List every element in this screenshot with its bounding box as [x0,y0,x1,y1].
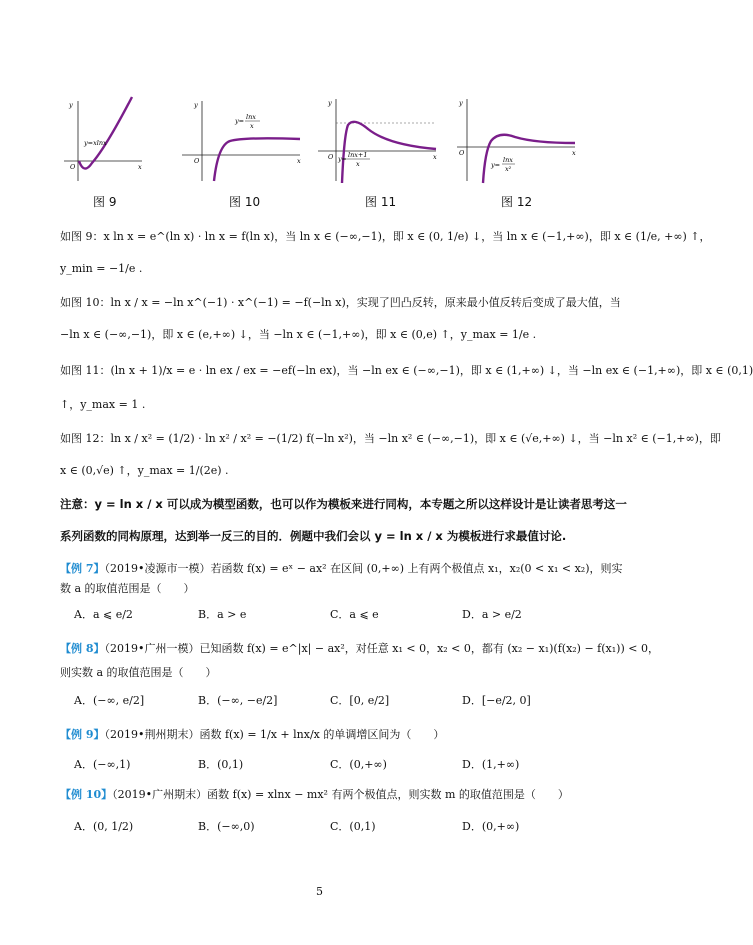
body-line-7: 如图 12：ln x / x² = (1/2) · ln x² / x² = −(1/2) f(−ln x²)，当 −ln x² ∈ (−∞,−1)，即 x ∈ (√e,+∞) ↓，当 −ln x² ∈ (−1,+∞)，即 [60,432,721,445]
example-8-line-2: 则实数 a 的取值范围是（ ） [60,666,217,679]
example-10-option-b[interactable]: B．(−∞,0) [198,820,255,833]
formula-prefix: y= [235,117,245,125]
figure-12-svg [455,95,580,183]
example-7-option-a[interactable]: A．a ⩽ e/2 [74,608,133,621]
example-8-tag: 【例 8】 [60,642,105,655]
formula-prefix: y= [338,155,348,163]
figure-11-graph [316,95,441,183]
figure-11-svg [316,95,441,183]
example-9-line-1 [60,726,444,742]
formula-num: lnx [246,113,256,121]
body-line-1: 如图 9：x ln x = e^(ln x) · ln x = f(ln x)，当 ln x ∈ (−∞,−1)，即 x ∈ (0, 1/e) ↓，当 ln x ∈ (−1,+∞)，即 x ∈ (1/e, +∞) ↑， [60,230,711,243]
body-line-4: −ln x ∈ (−∞,−1)，即 x ∈ (e,+∞) ↓，当 −ln x ∈ (−1,+∞)，即 x ∈ (0,e) ↑，y_max = 1/e . [60,328,537,341]
origin-label: O [328,153,334,161]
figure-9-svg [62,95,144,183]
x-label: x [572,149,576,157]
x-label: x [138,163,142,171]
x-label: x [433,153,437,161]
curve [79,97,132,169]
example-10-option-d[interactable]: D．(0,+∞) [462,820,520,833]
y-label: y [194,101,198,109]
figure-10-graph [180,95,305,183]
figure-10-svg [180,95,305,183]
example-9-option-c[interactable]: C．(0,+∞) [330,758,387,771]
figure-9-graph [62,95,144,183]
body-line-3: 如图 10：ln x / x = −ln x^(−1) · x^(−1) = −f(−ln x)，实现了凹凸反转，原来最小值反转后变成了最大值，当 [60,296,621,309]
example-10-option-c[interactable]: C．(0,1) [330,820,376,833]
example-7-line-1 [60,560,622,576]
body-line-6: ↑，y_max = 1 . [60,398,146,411]
example-7-text: （2019•凌源市一模）若函数 f(x) = eˣ − ax² 在区间 (0,+∞) 上有两个极值点 x₁，x₂(0 < x₁ < x₂)，则实 [104,562,623,575]
example-7-line-2: 数 a 的取值范围是（ ） [60,582,195,595]
formula-den: x² [505,165,512,173]
example-9-option-b[interactable]: B．(0,1) [198,758,244,771]
caption-figure-10: 图 10 [229,195,261,209]
body-line-8: x ∈ (0,√e) ↑，y_max = 1/(2e) . [60,464,229,477]
example-7-option-d[interactable]: D．a > e/2 [462,608,522,621]
formula-den: x [356,160,360,168]
curve [483,135,575,183]
example-8-option-a[interactable]: A．(−∞, e/2] [74,694,145,707]
example-7-option-c[interactable]: C．a ⩽ e [330,608,379,621]
example-7-option-b[interactable]: B．a > e [198,608,247,621]
y-label: y [328,99,332,107]
origin-label: O [194,157,200,165]
figure-12-graph [455,95,580,183]
origin-label: O [70,163,76,171]
example-10-line-1 [60,786,569,802]
example-8-text: （2019•广州一模）已知函数 f(x) = e^|x| − ax²，对任意 x₁ < 0，x₂ < 0，都有 (x₂ − x₁)(f(x₂) − f(x₁)) < 0， [104,642,659,655]
example-10-text: （2019•广州期末）函数 f(x) = xlnx − mx² 有两个极值点，则实数 m 的取值范围是（ ） [112,788,569,801]
example-8-option-b[interactable]: B．(−∞, −e/2] [198,694,278,707]
formula-label: y=xlnx [84,139,107,147]
page-number: 5 [316,885,323,898]
formula-num: lnx+1 [348,151,368,159]
formula-num: lnx [503,156,513,164]
example-9-tag: 【例 9】 [60,728,105,741]
y-label: y [69,101,73,109]
caption-figure-12: 图 12 [501,195,533,209]
caption-figure-9: 图 9 [93,195,117,209]
example-8-option-d[interactable]: D．[−e/2, 0] [462,694,531,707]
example-8-line-1 [60,640,659,656]
example-7-tag: 【例 7】 [60,562,105,575]
example-10-tag: 【例 10】 [60,788,113,801]
note-line-1: 注意：y = ln x / x 可以成为模型函数，也可以作为模板来进行同构，本专题之所以这样设计是让读者思考这一 [60,497,627,511]
example-9-option-a[interactable]: A．(−∞,1) [74,758,131,771]
origin-label: O [459,149,465,157]
example-10-option-a[interactable]: A．(0, 1/2) [74,820,134,833]
y-label: y [459,99,463,107]
curve [214,138,300,181]
caption-figure-11: 图 11 [365,195,397,209]
example-8-option-c[interactable]: C．[0, e/2] [330,694,390,707]
formula-prefix: y= [491,161,501,169]
body-line-5: 如图 11：(ln x + 1)/x = e · ln ex / ex = −ef(−ln ex)，当 −ln ex ∈ (−∞,−1)，即 x ∈ (1,+∞) ↓，当 −ln ex ∈ (−1,+∞)，即 x ∈ (0,1) [60,364,753,377]
note-line-2: 系列函数的同构原理，达到举一反三的目的．例题中我们会以 y = ln x / x 为模板进行求最值讨论. [60,529,567,543]
formula-den: x [250,122,254,130]
example-9-text: （2019•荆州期末）函数 f(x) = 1/x + lnx/x 的单调增区间为（ ） [104,728,445,741]
x-label: x [297,157,301,165]
example-9-option-d[interactable]: D．(1,+∞) [462,758,520,771]
body-line-2: y_min = −1/e . [60,262,143,275]
